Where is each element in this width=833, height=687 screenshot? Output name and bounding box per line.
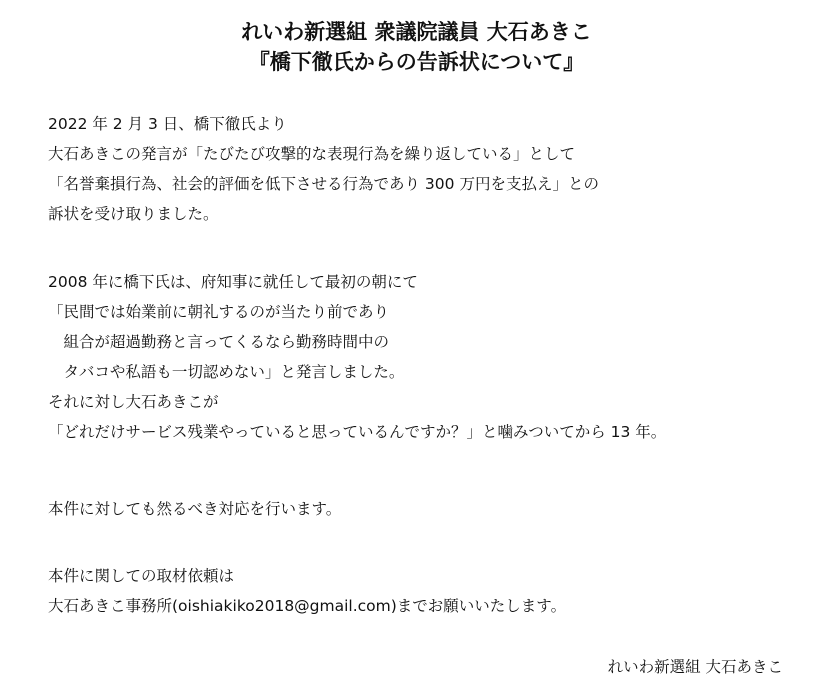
- paragraph-response: [48, 494, 341, 524]
- paragraph-line: 「名誉棄損行為、社会的評価を低下させる行為であり 300 万円を支払え」との: [48, 175, 599, 193]
- paragraph-background: [48, 267, 666, 447]
- paragraph-line: 組合が超過勤務と言ってくるなら勤務時間中の: [48, 333, 390, 351]
- paragraph-line: 本件に関しての取材依頼は: [48, 567, 235, 585]
- paragraph-line: 大石あきこ事務所(oishiakiko2018@gmail.com)までお願いいたします。: [48, 597, 567, 615]
- paragraph-line: 訴状を受け取りました。: [48, 205, 219, 223]
- paragraph-line: 「民間では始業前に朝礼するのが当たり前であり: [48, 303, 390, 321]
- paragraph-line: タバコや私語も一切認めない」と発言しました。: [48, 363, 405, 381]
- document-title-line-2: 『橋下徹氏からの告訴状について』: [248, 50, 585, 74]
- signature: れいわ新選組 大石あきこ: [607, 658, 783, 676]
- paragraph-line: 本件に対しても然るべき対応を行います。: [48, 500, 342, 518]
- paragraph-line: 2008 年に橋下氏は、府知事に就任して最初の朝にて: [48, 273, 418, 291]
- paragraph-line: 「どれだけサービス残業やっていると思っているんですか？」と噛みついてから 13 年。: [48, 423, 667, 441]
- paragraph-press-contact: [48, 561, 566, 621]
- paragraph-complaint-received: [48, 109, 599, 229]
- document-title-line-1: れいわ新選組 衆議院議員 大石あきこ: [241, 20, 592, 44]
- paragraph-line: 2022 年 2 月 3 日、橋下徹氏より: [48, 115, 287, 133]
- paragraph-line: それに対し大石あきこが: [48, 393, 219, 411]
- paragraph-line: 大石あきこの発言が「たびたび攻撃的な表現行為を繰り返している」として: [48, 145, 576, 163]
